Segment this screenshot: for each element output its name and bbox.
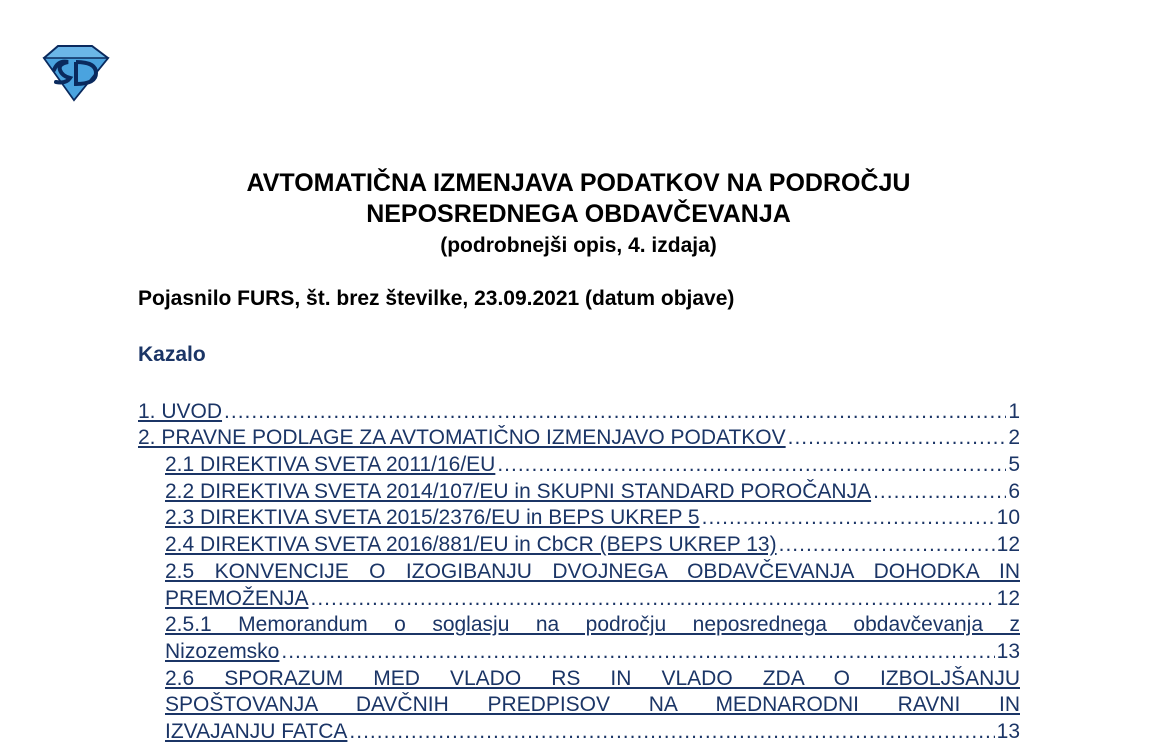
toc-entry-label[interactable]: 2. PRAVNE PODLAGE ZA AVTOMATIČNO IZMENJAVO PODATKOV: [138, 426, 786, 450]
toc-entry[interactable]: [138, 504, 1020, 531]
toc-entry-line2[interactable]: [138, 637, 1020, 664]
document-title-line1: AVTOMATIČNA IZMENJAVA PODATKOV NA PODROČJU: [246, 169, 911, 197]
toc-entry-page: 10: [996, 506, 1020, 530]
toc-entry-page: 6: [1008, 479, 1020, 503]
toc-entry-label[interactable]: 2.6 SPORAZUM MED VLADO RS IN VLADO ZDA O IZBOLJŠANJU: [165, 666, 1020, 690]
toc-entry-line1[interactable]: [138, 664, 1020, 691]
toc-entry-label[interactable]: SPOŠTOVANJA DAVČNIH PREDPISOV NA MEDNARODNI RAVNI IN: [165, 693, 1020, 717]
toc-entry-line3[interactable]: [138, 717, 1020, 744]
toc-entry-label[interactable]: 2.2 DIREKTIVA SVETA 2014/107/EU in SKUPNI STANDARD POROČANJA: [165, 479, 872, 503]
toc-dots: [779, 533, 995, 557]
toc-entry[interactable]: [138, 530, 1020, 557]
toc-entry-line1[interactable]: [138, 557, 1020, 584]
toc-dots: [702, 506, 995, 530]
document-subtitle: (podrobnejši opis, 4. izdaja): [440, 234, 717, 257]
toc-entry-label[interactable]: 2.5.1 Memorandum o soglasju na področju neposrednega obdavčevanja z: [165, 613, 1020, 637]
toc-heading: Kazalo: [138, 343, 206, 366]
toc-entry-label[interactable]: 2.5 KONVENCIJE O IZOGIBANJU DVOJNEGA OBDAVČEVANJA DOHODKA IN: [165, 559, 1020, 583]
toc-dots: [788, 426, 1007, 450]
toc-dots: [349, 720, 994, 744]
toc-entry-page: 12: [996, 533, 1020, 557]
toc-dots: [281, 640, 994, 664]
toc-entry[interactable]: [138, 397, 1020, 424]
toc-entry-line2[interactable]: [138, 584, 1020, 611]
title-block: [0, 168, 1157, 260]
toc-dots: [311, 587, 995, 611]
toc-entry-page: 12: [996, 586, 1020, 610]
toc-dots: [224, 400, 1006, 424]
toc-entry[interactable]: [138, 450, 1020, 477]
toc-entry-page: 5: [1008, 453, 1020, 477]
toc-entry-label[interactable]: IZVAJANJU FATCA: [165, 719, 348, 743]
toc-entry-line2[interactable]: [138, 691, 1020, 718]
document-title-line2: NEPOSREDNEGA OBDAVČEVANJA: [366, 200, 791, 228]
toc-entry-page: 1: [1008, 399, 1020, 423]
table-of-contents: [138, 397, 1020, 744]
toc-entry-label[interactable]: 2.3 DIREKTIVA SVETA 2015/2376/EU in BEPS UKREP 5: [165, 506, 700, 530]
toc-entry-line1[interactable]: [138, 611, 1020, 638]
toc-entry-label[interactable]: 2.4 DIREKTIVA SVETA 2016/881/EU in CbCR (BEPS UKREP 13): [165, 533, 777, 557]
toc-entry-page: 13: [996, 719, 1020, 743]
toc-entry-label[interactable]: 1. UVOD: [138, 399, 223, 423]
toc-entry-label[interactable]: PREMOŽENJA: [165, 586, 309, 610]
sd-logo: [40, 44, 110, 102]
toc-entry-label[interactable]: Nizozemsko: [165, 639, 280, 663]
document-source: Pojasnilo FURS, št. brez številke, 23.09.2021 (datum objave): [138, 287, 735, 310]
toc-dots: [873, 480, 1006, 504]
toc-dots: [497, 453, 1006, 477]
toc-entry[interactable]: [138, 477, 1020, 504]
toc-entry-page: 13: [996, 639, 1020, 663]
toc-entry-page: 2: [1008, 426, 1020, 450]
toc-entry-label[interactable]: 2.1 DIREKTIVA SVETA 2011/16/EU: [165, 453, 496, 477]
toc-entry[interactable]: [138, 424, 1020, 451]
